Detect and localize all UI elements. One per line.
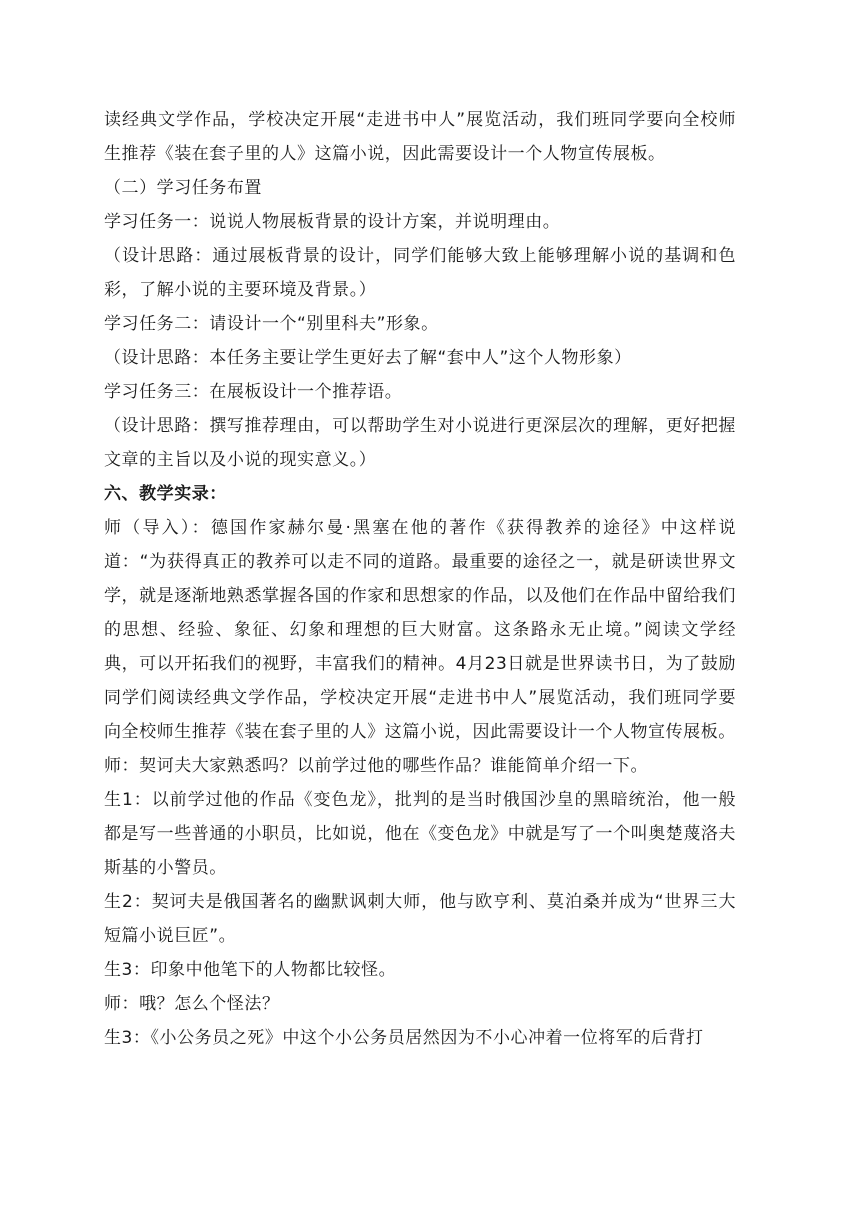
task-three-design-idea: （设计思路：撰写推荐理由，可以帮助学生对小说进行更深层次的理解，更好把握文章的主旨以及小说的现实意义。） <box>104 416 736 470</box>
task-three: 学习任务三：在展板设计一个推荐语。 <box>104 382 403 402</box>
task-one: 学习任务一：说说人物展板背景的设计方案，并说明理由。 <box>104 212 561 232</box>
student-2-answer: 生2：契诃夫是俄国著名的幽默讽刺大师，他与欧亨利、莫泊桑并成为“世界三大短篇小说巨匠”。 <box>104 892 736 946</box>
document-body <box>104 103 736 1055</box>
student-3-elaboration: 生3：《小公务员之死》中这个小公务员居然因为不小心冲着一位将军的后背打 <box>104 1028 704 1048</box>
task-one-design-idea: （设计思路：通过展板背景的设计，同学们能够大致上能够理解小说的基调和色彩，了解小说的主要环境及背景。） <box>104 246 736 300</box>
student-3-answer: 生3：印象中他笔下的人物都比较怪。 <box>104 960 397 980</box>
task-two: 学习任务二：请设计一个“别里科夫”形象。 <box>104 314 439 334</box>
student-1-answer: 生1：以前学过他的作品《变色龙》，批判的是当时俄国沙皇的黑暗统治，他一般都是写一些普通的小职员，比如说，他在《变色龙》中就是写了一个叫奥楚蔑洛夫斯基的小警员。 <box>104 790 736 878</box>
section-heading: 六、教学实录： <box>104 484 227 504</box>
teacher-question: 师：契诃夫大家熟悉吗？以前学过他的哪些作品？谁能简单介绍一下。 <box>104 756 649 776</box>
teacher-follow-up: 师：哦？怎么个怪法？ <box>104 994 280 1014</box>
section-subheading: （二）学习任务布置 <box>104 178 262 198</box>
teacher-introduction: 师（导入）：德国作家赫尔曼·黑塞在他的著作《获得教养的途径》中这样说道：“为获得真正的教养可以走不同的道路。最重要的途径之一，就是研读世界文学，就是逐渐地熟悉掌握各国的作家和思想家的作品，以及他们在作品中留给我们的思想、经验、象征、幻象和理想的巨大财富。这条路永无止境。”阅读文学经典，可以开拓我们的视野，丰富我们的精神。4月23日就是世界读书日，为了鼓励同学们阅读经典文学作品，学校决定开展“走进书中人”展览活动，我们班同学要向全校师生推荐《装在套子里的人》这篇小说，因此需要设计一个人物宣传展板。 <box>104 518 736 742</box>
paragraph-intro-continued: 读经典文学作品，学校决定开展“走进书中人”展览活动，我们班同学要向全校师生推荐《装在套子里的人》这篇小说，因此需要设计一个人物宣传展板。 <box>104 110 736 164</box>
task-two-design-idea: （设计思路：本任务主要让学生更好去了解“套中人”这个人物形象） <box>104 348 632 368</box>
